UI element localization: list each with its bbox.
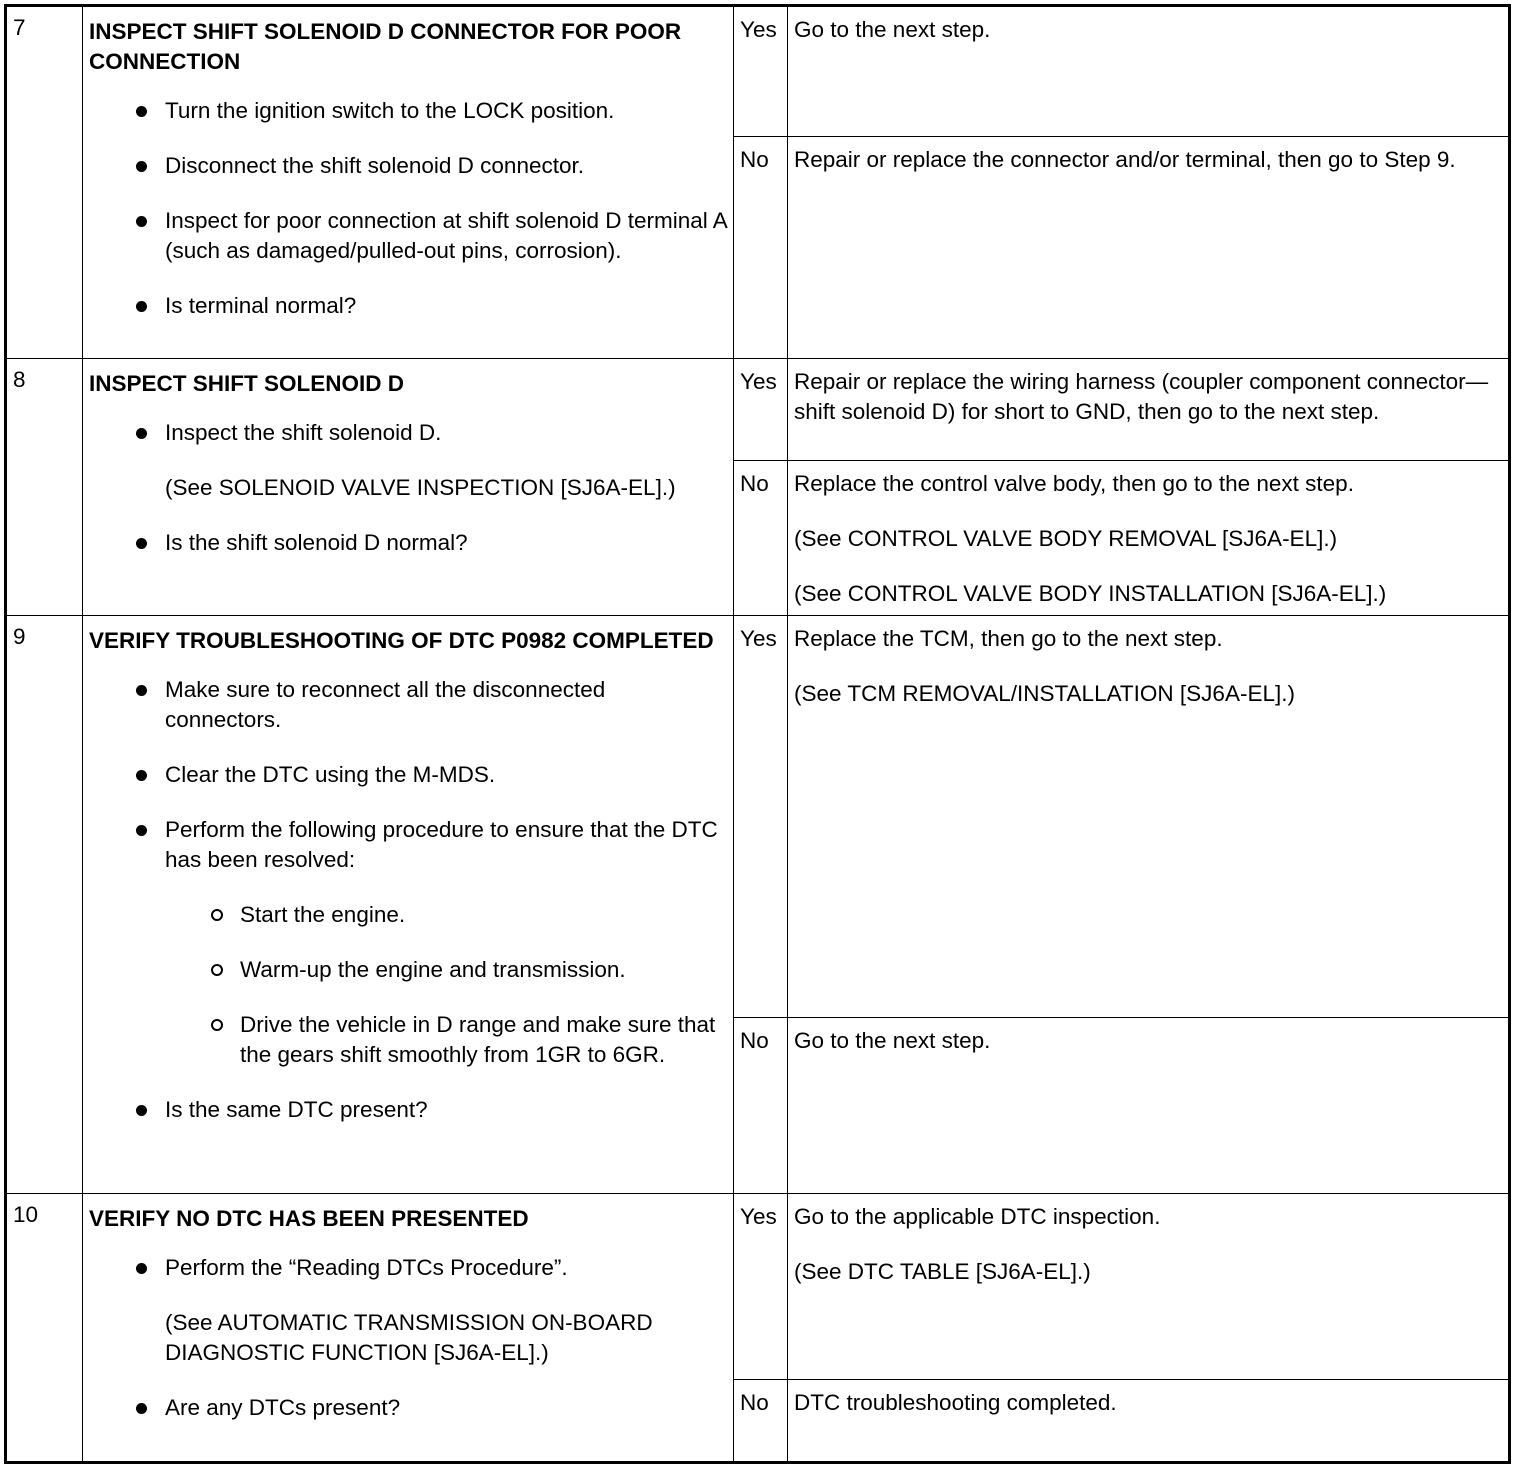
bullet-item: Turn the ignition switch to the LOCK position. bbox=[89, 96, 727, 126]
no-action bbox=[788, 1380, 1509, 1462]
table-row bbox=[7, 616, 1509, 1018]
table-row bbox=[7, 7, 1509, 137]
yes-label: Yes bbox=[734, 1194, 788, 1380]
no-action bbox=[788, 137, 1509, 359]
step-title: VERIFY TROUBLESHOOTING OF DTC P0982 COMPLETED bbox=[89, 628, 714, 653]
table-row bbox=[7, 1194, 1509, 1380]
bullet-item: Is the shift solenoid D normal? bbox=[89, 528, 727, 558]
reference-note: (See DTC TABLE [SJ6A-EL].) bbox=[794, 1259, 1091, 1284]
no-action bbox=[788, 461, 1509, 616]
check-cell bbox=[83, 7, 734, 359]
reference-note: (See AUTOMATIC TRANSMISSION ON-BOARD DIAGNOSTIC FUNCTION [SJ6A-EL].) bbox=[165, 1310, 653, 1365]
step-number: 7 bbox=[7, 7, 83, 359]
step-title: INSPECT SHIFT SOLENOID D CONNECTOR FOR POOR CONNECTION bbox=[89, 19, 682, 74]
reference-note: (See SOLENOID VALVE INSPECTION [SJ6A-EL].) bbox=[165, 475, 676, 500]
sub-bullet-item: Start the engine. bbox=[89, 900, 727, 930]
action-text: Repair or replace the wiring harness (coupler component connector—shift solenoid D) for short to GND, then go to the next step. bbox=[794, 369, 1489, 424]
yes-action bbox=[788, 616, 1509, 1018]
check-cell bbox=[83, 1194, 734, 1462]
bullet-item: Is terminal normal? bbox=[89, 291, 727, 321]
step-number: 9 bbox=[7, 616, 83, 1194]
reference-note: (See CONTROL VALVE BODY INSTALLATION [SJ6A-EL].) bbox=[794, 581, 1387, 606]
reference-note: (See TCM REMOVAL/INSTALLATION [SJ6A-EL].) bbox=[794, 681, 1295, 706]
bullet-item: Make sure to reconnect all the disconnected connectors. bbox=[89, 675, 727, 735]
check-cell bbox=[83, 616, 734, 1194]
action-text: Replace the control valve body, then go to the next step. bbox=[794, 471, 1354, 496]
bullet-item: Inspect for poor connection at shift solenoid D terminal A (such as damaged/pulled-out pins, corrosion). bbox=[89, 206, 727, 266]
step-title: INSPECT SHIFT SOLENOID D bbox=[89, 371, 405, 396]
no-label: No bbox=[734, 1380, 788, 1462]
yes-action bbox=[788, 1194, 1509, 1380]
troubleshooting-table bbox=[6, 6, 1509, 1462]
no-label: No bbox=[734, 1018, 788, 1194]
check-cell bbox=[83, 359, 734, 616]
action-text: DTC troubleshooting completed. bbox=[794, 1390, 1117, 1415]
action-text: Replace the TCM, then go to the next step. bbox=[794, 626, 1223, 651]
action-text: Go to the next step. bbox=[794, 1028, 991, 1053]
bullet-item: Disconnect the shift solenoid D connector. bbox=[89, 151, 727, 181]
yes-action bbox=[788, 7, 1509, 137]
sub-bullet-item: Drive the vehicle in D range and make sure that the gears shift smoothly from 1GR to 6GR. bbox=[89, 1010, 727, 1070]
reference-note: (See CONTROL VALVE BODY REMOVAL [SJ6A-EL].) bbox=[794, 526, 1338, 551]
bullet-item: Is the same DTC present? bbox=[89, 1095, 727, 1125]
yes-action bbox=[788, 359, 1509, 461]
step-title: VERIFY NO DTC HAS BEEN PRESENTED bbox=[89, 1206, 529, 1231]
yes-label: Yes bbox=[734, 7, 788, 137]
bullet-item: Are any DTCs present? bbox=[89, 1393, 727, 1423]
action-text: Go to the applicable DTC inspection. bbox=[794, 1204, 1161, 1229]
bullet-item: Inspect the shift solenoid D. bbox=[89, 418, 727, 448]
action-text: Go to the next step. bbox=[794, 17, 991, 42]
yes-label: Yes bbox=[734, 616, 788, 1018]
no-label: No bbox=[734, 461, 788, 616]
sub-bullet-item: Warm-up the engine and transmission. bbox=[89, 955, 727, 985]
step-number: 10 bbox=[7, 1194, 83, 1462]
step-number: 8 bbox=[7, 359, 83, 616]
bullet-item: Clear the DTC using the M-MDS. bbox=[89, 760, 727, 790]
yes-label: Yes bbox=[734, 359, 788, 461]
no-label: No bbox=[734, 137, 788, 359]
bullet-item: Perform the “Reading DTCs Procedure”. bbox=[89, 1253, 727, 1283]
table-row bbox=[7, 359, 1509, 461]
action-text: Repair or replace the connector and/or terminal, then go to Step 9. bbox=[794, 147, 1456, 172]
no-action bbox=[788, 1018, 1509, 1194]
bullet-item: Perform the following procedure to ensure that the DTC has been resolved: bbox=[89, 815, 727, 875]
